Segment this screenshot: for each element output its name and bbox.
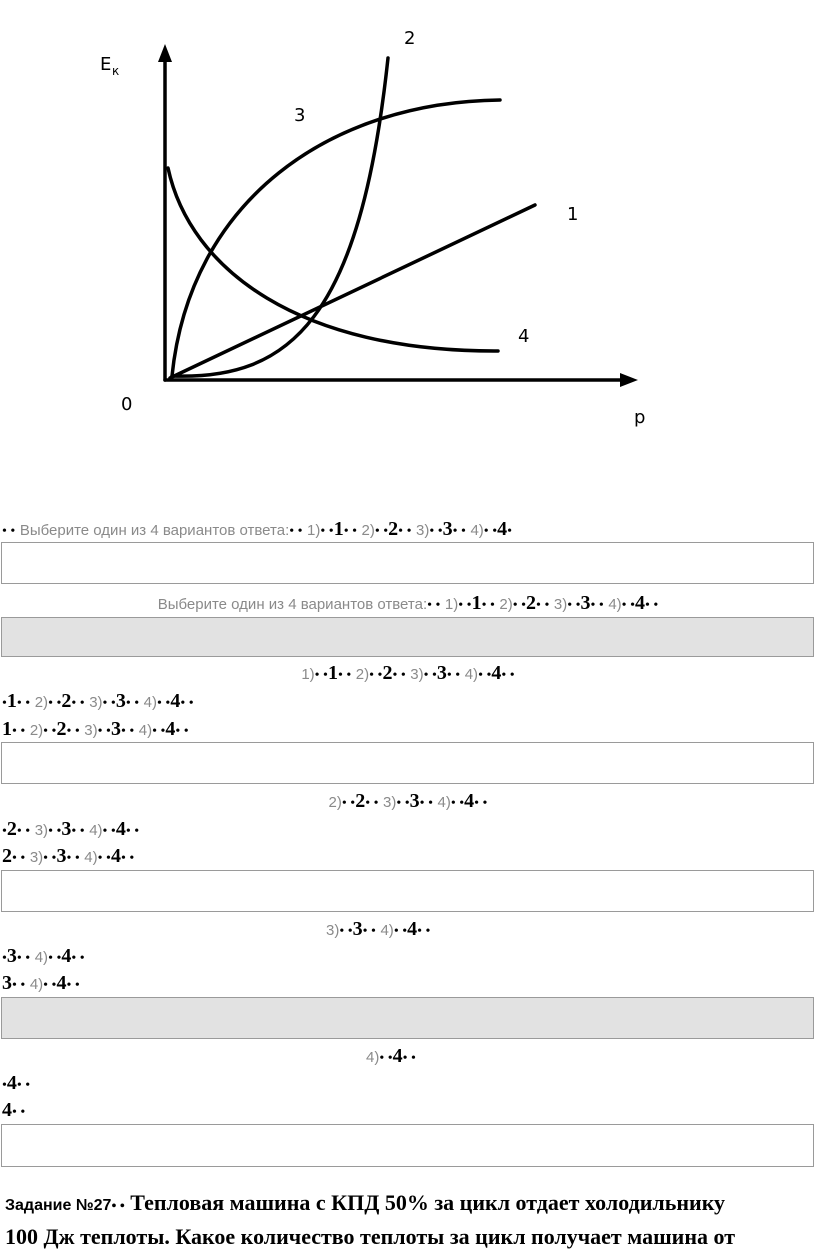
answer-field-4[interactable] [1,870,814,912]
origin-label: 0 [121,394,133,415]
task-27-text-2: 100 Дж теплоты. Какое количество теплоты за цикл получает машина от [5,1224,736,1249]
y-axis-subscript: к [112,64,120,78]
option-row-1a[interactable]: 1)• •1• • 2)• •2• • 3)• •3• • 4)• •4• • [301,662,515,684]
x-axis-arrow [620,373,638,387]
task-27 [5,1188,813,1252]
option-row-3a[interactable]: 3)• •3• • 4)• •4• • [326,918,431,940]
option-row-4b: •4• • [2,1072,31,1094]
task-27-label: Задание №27 [5,1197,112,1214]
answer-field-3[interactable] [1,742,814,784]
option-row-2a[interactable]: 2)• •2• • 3)• •3• • 4)• •4• • [328,790,488,812]
energy-momentum-graph [0,0,816,450]
answer-field-6[interactable] [1,1124,814,1167]
curve-4 [168,168,498,351]
option-row-1b: •1• • 2)• •2• • 3)• •3• • 4)• •4• • [2,690,194,712]
curve-label-1: 1 [567,204,579,225]
answer-field-5[interactable] [1,997,814,1039]
question-line-2: Выберите один из 4 вариантов ответа:• • 1)• •1• • 2)• •2• • 3)• •3• • 4)• •4• • [157,592,659,614]
option-row-4c: 4• • [2,1099,26,1121]
option-row-4a[interactable]: 4)• •4• • [366,1045,416,1067]
curve-3 [172,100,500,376]
curve-2 [172,58,388,376]
option-row-2b: •2• • 3)• •3• • 4)• •4• • [2,818,140,840]
task-27-text-1: Тепловая машина с КПД 50% за цикл отдает холодильнику [130,1190,726,1215]
curve-label-2: 2 [404,28,416,49]
option-row-2c: 2• • 3)• •3• • 4)• •4• • [2,845,135,867]
y-axis-label: E [100,54,112,75]
question-prompt: Выберите один из 4 вариантов ответа: [19,522,290,539]
curve-label-3: 3 [294,105,306,126]
x-axis-label: p [634,407,646,428]
curve-label-4: 4 [518,326,530,347]
y-axis-arrow [158,44,172,62]
option-row-1c: 1• • 2)• •2• • 3)• •3• • 4)• •4• • [2,718,189,740]
answer-field-2[interactable] [1,617,814,657]
task-27-line-1: Задание №27• • Тепловая машина с КПД 50% за цикл отдает холодильнику [5,1190,726,1215]
question-line-1: • • Выберите один из 4 вариантов ответа:• • 1)• •1• • 2)• •2• • 3)• •3• • 4)• •4• [2,518,513,540]
option-row-3c: 3• • 4)• •4• • [2,972,80,994]
option-row-3b: •3• • 4)• •4• • [2,945,85,967]
answer-field-1[interactable] [1,542,814,584]
